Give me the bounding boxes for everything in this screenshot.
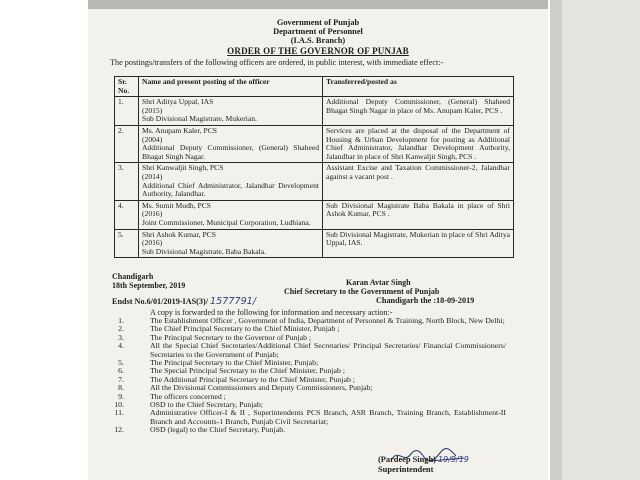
column-header-present-posting: Name and present posting of the officer	[139, 77, 323, 97]
row-number: 4.	[115, 200, 139, 229]
present-posting: Additional Deputy Commissioner, (General) Shaheed Bhagat Singh Nagar.	[142, 143, 319, 161]
item-text: The Principal Secretary to the Chief Minister, Punjab;	[150, 358, 319, 368]
officer-batch: (2014)	[142, 171, 163, 181]
item-number: 8.	[118, 383, 124, 393]
officer-batch: (2015)	[142, 105, 163, 115]
present-posting: Joint Commissioner, Municipal Corporation, Ludhiana.	[142, 217, 311, 227]
item-text: The officers concerned ;	[150, 391, 226, 401]
item-text: OSD to the Chief Secretary, Punjab;	[150, 400, 263, 410]
item-text: The Establishment Officer , Government of India, Department of Personnel & Training, North Block, New Delhi;	[150, 316, 505, 325]
table-row	[115, 97, 514, 126]
present-posting: Sub Divisional Magistrate, Mukerian.	[142, 114, 257, 124]
item-number: 6.	[118, 366, 124, 376]
right-background	[550, 0, 640, 480]
officer-batch: (2016)	[142, 209, 163, 219]
endorsement-stamp-number: 1577791/	[210, 296, 257, 307]
item-text: The Special Principal Secretary to the Chief Minister, Punjab ;	[150, 366, 345, 376]
item-text: The Principal Secretary to the Governor of Punjab ;	[150, 332, 312, 342]
table-row	[115, 200, 514, 229]
officer-name: Shri Aditya Uppal, IAS	[142, 97, 214, 107]
item-number: 9.	[118, 391, 124, 401]
new-posting: Assistant Excise and Taxation Commissioner-2, Jalandhar against a vacant post .	[323, 163, 514, 200]
present-posting-cell	[139, 163, 323, 200]
header-government: Government of Punjab	[276, 18, 360, 27]
superintendent-name: (Pardeep Singh)	[378, 455, 436, 464]
row-number: 5.	[115, 229, 139, 258]
copy-forwarded-line: A copy is forwarded to the following for information and necessary action:-	[150, 308, 393, 317]
row-number: 3.	[115, 163, 139, 200]
item-text: All the Special Chief Secretaries/Additional Chief Secretaries/ Principal Secretaries/ Financial Commissioners/ Secretaries to the Government of Punjab;	[150, 341, 506, 359]
table-row	[115, 229, 514, 258]
signing-place: Chandigarh	[112, 272, 154, 281]
superintendent-name-line	[378, 455, 469, 465]
item-number: 4.	[118, 341, 124, 351]
item-text: The Chief Principal Secretary to the Chief Minister, Punjab ;	[150, 324, 340, 334]
document-page	[88, 0, 548, 480]
officer-name: Ms. Anupam Kaler, PCS	[142, 125, 218, 135]
row-number: 1.	[115, 97, 139, 126]
new-posting: Sub Divisional Magistrate, Mukerian in place of Shri Aditya Uppal, IAS.	[323, 229, 514, 258]
item-number: 12.	[114, 425, 124, 435]
list-item	[110, 409, 506, 426]
column-header-sr-no: Sr. No.	[115, 77, 139, 97]
present-posting-cell	[139, 125, 323, 162]
order-intro: The postings/transfers of the following officers are ordered, in public interest, with immediate effect:-	[110, 58, 444, 67]
present-posting: Additional Chief Administrator, Jalandhar Development Authority, Jalandhar.	[142, 180, 319, 199]
item-number: 10.	[114, 400, 124, 410]
item-number: 7.	[118, 374, 124, 384]
officer-name: Shri Kanwaljit Singh, PCS	[142, 163, 224, 173]
signing-date: 18th September, 2019	[112, 281, 186, 290]
new-posting: Sub Divisional Magistrate Baba Bakala in place of Shri Ashok Kumar, PCS .	[323, 200, 514, 229]
header-branch: (I.A.S. Branch)	[290, 36, 346, 45]
item-number: 3.	[118, 332, 124, 342]
background-fold	[550, 0, 562, 480]
present-posting: Sub Divisional Magistrate, Baba Bakala.	[142, 246, 267, 256]
table-header-row	[115, 77, 514, 97]
handwritten-date: 19/9/19	[438, 455, 469, 464]
superintendent-designation: Superintendent	[378, 464, 434, 474]
officer-batch: (2004)	[142, 134, 163, 144]
signatory-name: Karan Avtar Singh	[346, 278, 411, 287]
officer-name: Shri Ashok Kumar, PCS	[142, 229, 216, 239]
present-posting-cell	[139, 229, 323, 258]
item-text: All the Divisional Commissioners and Deputy Commissioners, Punjab;	[150, 383, 373, 393]
item-number: 5.	[118, 358, 124, 368]
table-row	[115, 125, 514, 162]
item-number: 2.	[118, 324, 124, 334]
list-item	[110, 342, 506, 359]
new-posting: Additional Deputy Commissioner, (General) Shaheed Bhagat Singh Nagar in place of Ms. Anupam Kaler, PCS .	[323, 97, 514, 126]
page-top-edge	[88, 0, 548, 9]
present-posting-cell	[139, 97, 323, 126]
superintendent-block	[378, 455, 469, 474]
item-text: The Additional Principal Secretary to the Chief Minister, Punjab ;	[150, 374, 355, 384]
list-item	[110, 426, 506, 434]
left-background	[0, 0, 88, 480]
officer-name: Ms. Sumit Mudh, PCS	[142, 200, 212, 210]
item-text: Administrative Officer-I & II , Superintendents PCS Branch, ASR Branch, Training Branch, Establishment-II Branch and Accounts-1 Branch, Punjab Civil Secretariat;	[150, 408, 506, 426]
new-posting: Services are placed at the disposal of the Department of Housing & Urban Development for posting as Additional Chief Administrator, Jalandhar Development Authority, Jalandhar in place of Shri Kanwaljit Singh, PCS .	[323, 125, 514, 162]
officer-batch: (2016)	[142, 238, 163, 248]
table-row	[115, 163, 514, 200]
header-department: Department of Personnel	[273, 27, 363, 36]
endorsement-line	[112, 296, 524, 307]
item-number: 1.	[118, 316, 124, 325]
item-number: 11.	[114, 408, 124, 418]
present-posting-cell	[139, 200, 323, 229]
distribution-list	[110, 317, 506, 435]
postings-table	[114, 76, 514, 258]
signatory-designation: Chief Secretary to the Government of Punjab	[284, 287, 440, 296]
endorsement-number: Endst No.6/01/2019-IAS(3)/	[112, 297, 208, 306]
endorsement-date: Chandigarh the :18-09-2019	[376, 296, 475, 305]
order-title: ORDER OF THE GOVERNOR OF PUNJAB	[227, 46, 409, 56]
item-text: OSD (legal) to the Chief Secretary, Punjab.	[150, 425, 286, 435]
column-header-transferred-posted: Transferred/posted as	[323, 77, 514, 97]
row-number: 2.	[115, 125, 139, 162]
